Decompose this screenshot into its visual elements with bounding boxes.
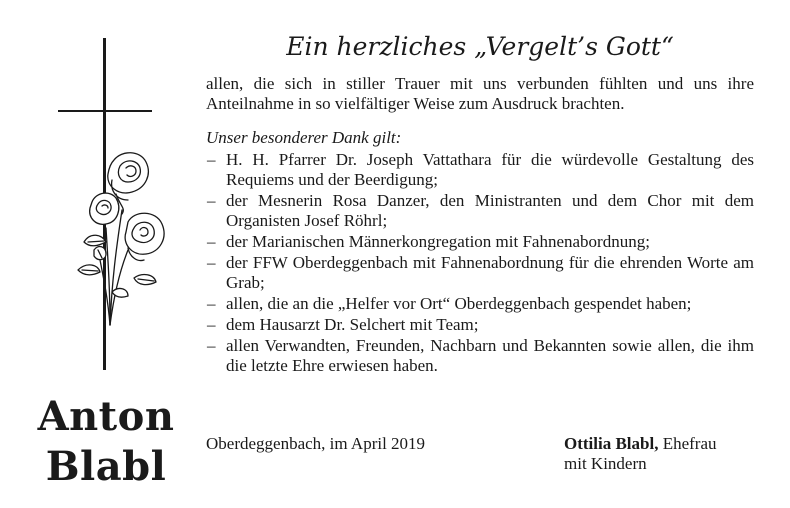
list-item-text: H. H. Pfarrer Dr. Joseph Vattathara für die würdevolle Gestaltung des Requiems und der Beerdigung; (226, 150, 754, 189)
list-item-text: allen, die an die „Helfer vor Ort“ Oberdeggenbach gespendet haben; (226, 294, 692, 313)
cross-icon (58, 38, 168, 373)
list-item-text: dem Hausarzt Dr. Selchert mit Team; (226, 315, 479, 334)
thanks-title: Unser besonderer Dank gilt: (206, 128, 402, 147)
list-item (206, 315, 754, 335)
bullet-dash: – (207, 336, 216, 355)
list-item-text: allen Verwandten, Freunden, Nachbarn und Bekannten sowie allen, die ihm die letzte Ehre erwiesen haben. (226, 336, 754, 375)
bullet-dash: – (207, 253, 216, 272)
bullet-dash: – (207, 294, 216, 313)
main-text (206, 30, 754, 377)
page-title: Ein herzliches „Vergelt’s Gott“ (286, 32, 674, 61)
bullet-dash: – (207, 315, 216, 334)
deceased-first-name: Anton (37, 393, 175, 440)
bullet-dash: – (207, 232, 216, 251)
list-item-text: der Mesnerin Rosa Danzer, den Ministranten und dem Chor mit dem Organisten Josef Röhrl; (226, 191, 754, 230)
thanks-list (206, 150, 754, 376)
list-item (206, 232, 754, 252)
cross-horizontal-bar (58, 110, 152, 112)
signature-name: Ottilia Blabl, (564, 434, 659, 453)
roses-icon (76, 150, 168, 330)
list-item (206, 336, 754, 376)
intro-paragraph: allen, die sich in stiller Trauer mit uns verbunden fühlten und uns ihre Anteilnahme in so vielfältiger Weise zum Ausdruck brachten. (206, 74, 754, 113)
list-item (206, 253, 754, 293)
deceased-last-name: Blabl (45, 443, 167, 490)
place-date: Oberdeggenbach, im April 2019 (206, 434, 426, 453)
list-item-text: der FFW Oberdeggenbach mit Fahnenabordnung für die ehrenden Worte am Grab; (226, 253, 754, 292)
list-item-text: der Marianischen Männerkongregation mit Fahnenabordnung; (226, 232, 650, 251)
signature (564, 434, 764, 474)
list-item (206, 294, 754, 314)
signature-line-2: mit Kindern (564, 454, 647, 473)
signature-relation: Ehefrau (662, 434, 717, 453)
left-column (0, 0, 200, 508)
bullet-dash: – (207, 191, 216, 210)
bullet-dash: – (207, 150, 216, 169)
signature-line-1 (564, 434, 764, 454)
deceased-name (34, 392, 178, 492)
list-item (206, 150, 754, 190)
list-item (206, 191, 754, 231)
